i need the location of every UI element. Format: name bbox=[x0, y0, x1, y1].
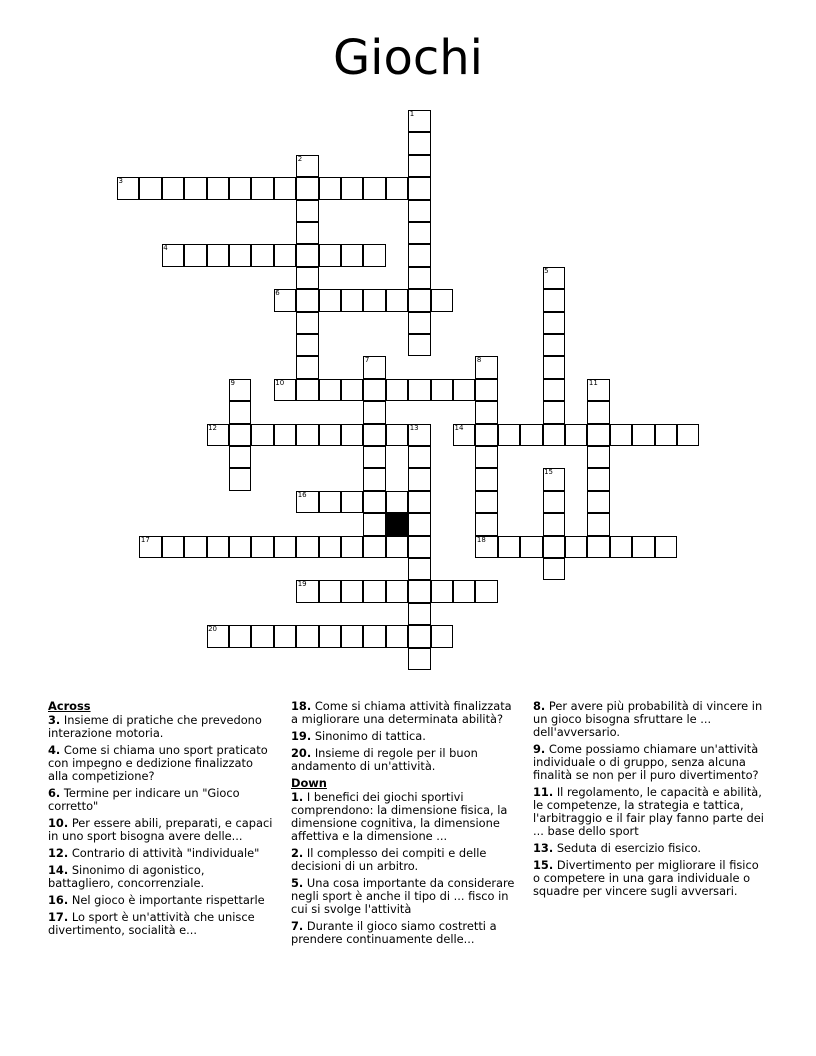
grid-cell[interactable] bbox=[408, 177, 430, 199]
clue-text: Durante il gioco siamo costretti a prendere continuamente delle... bbox=[291, 919, 497, 946]
grid-cell[interactable] bbox=[543, 312, 565, 334]
grid-cell[interactable] bbox=[408, 580, 430, 602]
grid-cell[interactable] bbox=[386, 536, 408, 558]
grid-cell[interactable] bbox=[543, 356, 565, 378]
grid-cell[interactable] bbox=[453, 379, 475, 401]
down-clue-list-continued bbox=[533, 700, 768, 898]
clue-number-5: 5 bbox=[544, 266, 549, 275]
clue-num: 18. bbox=[291, 699, 312, 713]
grid-cell[interactable] bbox=[296, 379, 318, 401]
grid-cell[interactable] bbox=[296, 536, 318, 558]
grid-cell[interactable] bbox=[498, 536, 520, 558]
grid-cell[interactable] bbox=[251, 536, 273, 558]
clue-num: 10. bbox=[48, 816, 69, 830]
grid-cell[interactable] bbox=[296, 334, 318, 356]
grid-cell[interactable] bbox=[229, 446, 251, 468]
grid-cell[interactable] bbox=[386, 424, 408, 446]
grid-cell[interactable] bbox=[319, 536, 341, 558]
grid-cell[interactable] bbox=[610, 424, 632, 446]
grid-cell[interactable] bbox=[319, 625, 341, 647]
grid-cell[interactable] bbox=[475, 446, 497, 468]
grid-cell[interactable] bbox=[363, 424, 385, 446]
grid-cell[interactable] bbox=[296, 267, 318, 289]
grid-cell[interactable] bbox=[408, 603, 430, 625]
clue-number-10: 10 bbox=[275, 378, 285, 387]
clue-num: 1. bbox=[291, 790, 304, 804]
grid-cell[interactable] bbox=[341, 424, 363, 446]
grid-cell[interactable] bbox=[408, 558, 430, 580]
down-clue-list bbox=[291, 791, 519, 946]
clue-item bbox=[533, 786, 768, 838]
grid-cell[interactable] bbox=[341, 491, 363, 513]
clue-number-2: 2 bbox=[297, 154, 303, 163]
grid-cell[interactable] bbox=[587, 446, 609, 468]
clue-item bbox=[291, 730, 519, 743]
grid-cell[interactable] bbox=[587, 491, 609, 513]
clue-num: 7. bbox=[291, 919, 304, 933]
clue-num: 5. bbox=[291, 876, 304, 890]
clue-number-18: 18 bbox=[476, 535, 486, 544]
clue-number-3: 3 bbox=[118, 177, 123, 186]
grid-cell[interactable] bbox=[408, 267, 430, 289]
grid-cell[interactable] bbox=[319, 379, 341, 401]
clue-number-9: 9 bbox=[230, 378, 235, 387]
grid-cell[interactable] bbox=[543, 289, 565, 311]
grid-cell[interactable] bbox=[296, 244, 318, 266]
clue-text: Termine per indicare un "Gioco corretto" bbox=[48, 786, 240, 813]
grid-cell[interactable] bbox=[408, 222, 430, 244]
grid-cell[interactable] bbox=[341, 289, 363, 311]
clue-number-7: 7 bbox=[364, 356, 370, 365]
clue-text: I benefici dei giochi sportivi comprendono: la dimensione fisica, la dimensione cognitiva, la dimensione affettiva e la dimensione ... bbox=[291, 790, 508, 843]
clue-item bbox=[291, 920, 519, 946]
clue-text: Per essere abili, preparati, e capaci in uno sport bisogna avere delle... bbox=[48, 816, 273, 843]
grid-cell[interactable] bbox=[296, 356, 318, 378]
grid-cell[interactable] bbox=[408, 625, 430, 647]
grid-cell[interactable] bbox=[296, 424, 318, 446]
grid-cell[interactable] bbox=[139, 177, 161, 199]
grid-cell[interactable] bbox=[274, 536, 296, 558]
grid-cell[interactable] bbox=[296, 222, 318, 244]
puzzle-title: Giochi bbox=[332, 30, 484, 86]
clue-item bbox=[48, 911, 273, 937]
clue-num: 12. bbox=[48, 846, 69, 860]
clue-number-4: 4 bbox=[163, 244, 168, 253]
grid-cell[interactable] bbox=[453, 580, 475, 602]
clue-item bbox=[48, 894, 273, 907]
grid-cell[interactable] bbox=[274, 625, 296, 647]
grid-cell[interactable] bbox=[520, 536, 542, 558]
grid-cell[interactable] bbox=[543, 513, 565, 535]
clue-text: Divertimento per migliorare il fisico o competere in una gara individuale o squadre per vincere sugli avversari. bbox=[533, 858, 759, 898]
grid-cell[interactable] bbox=[431, 625, 453, 647]
clue-item bbox=[48, 744, 273, 783]
grid-cell[interactable] bbox=[319, 244, 341, 266]
grid-cell[interactable] bbox=[587, 424, 609, 446]
grid-cell[interactable] bbox=[408, 648, 430, 670]
grid-cell[interactable] bbox=[162, 536, 184, 558]
grid-cell[interactable] bbox=[363, 289, 385, 311]
clue-text: Insieme di regole per il buon andamento di un'attività. bbox=[291, 746, 478, 773]
clue-item bbox=[533, 859, 768, 898]
grid-cell[interactable] bbox=[543, 536, 565, 558]
grid-cell[interactable] bbox=[319, 177, 341, 199]
grid-cell[interactable] bbox=[475, 513, 497, 535]
grid-cell[interactable] bbox=[408, 491, 430, 513]
grid-cell[interactable] bbox=[184, 536, 206, 558]
grid-cell[interactable] bbox=[229, 468, 251, 490]
grid-cell[interactable] bbox=[587, 513, 609, 535]
grid-cell[interactable] bbox=[587, 401, 609, 423]
clue-number-17: 17 bbox=[140, 535, 150, 544]
grid-cell[interactable] bbox=[565, 424, 587, 446]
grid-cell[interactable] bbox=[341, 379, 363, 401]
clue-num: 15. bbox=[533, 858, 554, 872]
grid-cell[interactable] bbox=[587, 468, 609, 490]
grid-cell[interactable] bbox=[408, 513, 430, 535]
grid-cell[interactable] bbox=[408, 468, 430, 490]
clue-text: Come possiamo chiamare un'attività individuale o di gruppo, senza alcuna finalità se non per il puro divertimento? bbox=[533, 742, 759, 782]
grid-cell[interactable] bbox=[319, 491, 341, 513]
clue-item bbox=[533, 842, 768, 855]
clue-text: Lo sport è un'attività che unisce divertimento, socialità e... bbox=[48, 910, 255, 937]
grid-cell[interactable] bbox=[677, 424, 699, 446]
grid-cell[interactable] bbox=[296, 312, 318, 334]
grid-cell[interactable] bbox=[207, 177, 229, 199]
clues-column-middle bbox=[291, 700, 519, 950]
grid-cell[interactable] bbox=[475, 424, 497, 446]
down-header: Down bbox=[291, 776, 327, 790]
grid-cell[interactable] bbox=[386, 580, 408, 602]
grid-cell[interactable] bbox=[251, 625, 273, 647]
grid-cell[interactable] bbox=[319, 424, 341, 446]
clue-item bbox=[533, 743, 768, 782]
clue-number-15: 15 bbox=[544, 468, 554, 477]
clue-text: Per avere più probabilità di vincere in un gioco bisogna sfruttare le ... dell'avversario. bbox=[533, 699, 763, 739]
grid-cell[interactable] bbox=[475, 491, 497, 513]
grid-cell[interactable] bbox=[184, 177, 206, 199]
clue-text: Sinonimo di tattica. bbox=[314, 729, 426, 743]
clue-num: 4. bbox=[48, 743, 61, 757]
grid-cell[interactable] bbox=[408, 132, 430, 154]
clue-text: Come si chiama uno sport praticato con impegno e dedizione finalizzato alla competizione? bbox=[48, 743, 268, 783]
grid-cell[interactable] bbox=[229, 625, 251, 647]
clue-number-20: 20 bbox=[208, 625, 218, 634]
clue-text: Come si chiama attività finalizzata a migliorare una determinata abilità? bbox=[291, 699, 512, 726]
grid-cell[interactable] bbox=[543, 491, 565, 513]
clue-text: Sinonimo di agonistico, battagliero, concorrenziale. bbox=[48, 863, 205, 890]
grid-cell[interactable] bbox=[431, 289, 453, 311]
clue-number-16: 16 bbox=[297, 490, 307, 499]
grid-cell[interactable] bbox=[296, 200, 318, 222]
clue-item bbox=[291, 747, 519, 773]
clue-num: 14. bbox=[48, 863, 69, 877]
clue-text: Nel gioco è importante rispettarle bbox=[71, 893, 265, 907]
grid-cell[interactable] bbox=[543, 401, 565, 423]
grid-cell[interactable] bbox=[386, 625, 408, 647]
grid-cell[interactable] bbox=[655, 536, 677, 558]
grid-cell[interactable] bbox=[341, 177, 363, 199]
grid-cell[interactable] bbox=[408, 312, 430, 334]
grid-cell[interactable] bbox=[363, 625, 385, 647]
grid-cell[interactable] bbox=[363, 536, 385, 558]
grid-cell[interactable] bbox=[207, 244, 229, 266]
grid-cell[interactable] bbox=[341, 580, 363, 602]
grid-cell[interactable] bbox=[543, 334, 565, 356]
grid-cell[interactable] bbox=[184, 244, 206, 266]
grid-cell[interactable] bbox=[431, 580, 453, 602]
grid-cell[interactable] bbox=[632, 424, 654, 446]
clue-num: 8. bbox=[533, 699, 546, 713]
grid-cell[interactable] bbox=[475, 379, 497, 401]
clue-num: 11. bbox=[533, 785, 554, 799]
grid-cell[interactable] bbox=[475, 401, 497, 423]
grid-cell[interactable] bbox=[386, 379, 408, 401]
grid-cell[interactable] bbox=[386, 491, 408, 513]
grid-block-cell bbox=[386, 513, 408, 535]
grid-cell[interactable] bbox=[319, 289, 341, 311]
clue-number-19: 19 bbox=[297, 580, 307, 589]
clue-text: Il regolamento, le capacità e abilità, le competenze, la strategia e tattica, l'arbitraggio e il fair play fanno parte dei ... base dello sport bbox=[533, 785, 764, 838]
grid-cell[interactable] bbox=[632, 536, 654, 558]
grid-cell[interactable] bbox=[274, 244, 296, 266]
clues-column-right bbox=[533, 700, 768, 902]
grid-cell[interactable] bbox=[543, 424, 565, 446]
grid-cell[interactable] bbox=[498, 424, 520, 446]
grid-cell[interactable] bbox=[408, 334, 430, 356]
grid-cell[interactable] bbox=[565, 536, 587, 558]
clue-text: Una cosa importante da considerare negli sport è anche il tipo di ... fisco in cui si svolge l'attività bbox=[291, 876, 515, 916]
clue-number-6: 6 bbox=[275, 289, 280, 298]
grid-cell[interactable] bbox=[431, 379, 453, 401]
grid-cell[interactable] bbox=[475, 468, 497, 490]
clue-item bbox=[291, 877, 519, 916]
grid-cell[interactable] bbox=[386, 289, 408, 311]
grid-cell[interactable] bbox=[341, 536, 363, 558]
grid-cell[interactable] bbox=[543, 558, 565, 580]
grid-cell[interactable] bbox=[251, 424, 273, 446]
grid-cell[interactable] bbox=[251, 177, 273, 199]
across-header: Across bbox=[48, 699, 91, 713]
grid-cell[interactable] bbox=[408, 200, 430, 222]
clue-text: Seduta di esercizio fisico. bbox=[556, 841, 702, 855]
clue-item bbox=[48, 714, 273, 740]
clue-item bbox=[291, 791, 519, 843]
grid-cell[interactable] bbox=[229, 401, 251, 423]
grid-cell[interactable] bbox=[587, 536, 609, 558]
clue-number-1: 1 bbox=[409, 110, 415, 118]
grid-cell[interactable] bbox=[655, 424, 677, 446]
clue-num: 13. bbox=[533, 841, 554, 855]
grid-cell[interactable] bbox=[229, 244, 251, 266]
grid-cell[interactable] bbox=[229, 424, 251, 446]
grid-cell[interactable] bbox=[363, 379, 385, 401]
clue-item bbox=[48, 787, 273, 813]
grid-cell[interactable] bbox=[274, 177, 296, 199]
clue-num: 20. bbox=[291, 746, 312, 760]
grid-cell[interactable] bbox=[229, 177, 251, 199]
grid-cell[interactable] bbox=[229, 536, 251, 558]
clue-item bbox=[48, 847, 273, 860]
grid-cell[interactable] bbox=[408, 289, 430, 311]
grid-cell[interactable] bbox=[520, 424, 542, 446]
grid-cell[interactable] bbox=[207, 536, 229, 558]
grid-cell[interactable] bbox=[363, 468, 385, 490]
grid-cell[interactable] bbox=[408, 244, 430, 266]
grid-cell[interactable] bbox=[363, 580, 385, 602]
clue-number-11: 11 bbox=[588, 378, 598, 387]
clue-item bbox=[533, 700, 768, 739]
clue-item bbox=[291, 847, 519, 873]
grid-cell[interactable] bbox=[341, 244, 363, 266]
grid-cell[interactable] bbox=[408, 155, 430, 177]
clue-num: 16. bbox=[48, 893, 69, 907]
grid-cell[interactable] bbox=[363, 491, 385, 513]
grid-cell[interactable] bbox=[475, 580, 497, 602]
clue-num: 3. bbox=[48, 713, 61, 727]
clue-text: Il complesso dei compiti e delle decisioni di un arbitro. bbox=[291, 846, 487, 873]
across-clues-column bbox=[48, 700, 273, 941]
grid-cell[interactable] bbox=[319, 580, 341, 602]
grid-cell[interactable] bbox=[296, 177, 318, 199]
grid-cell[interactable] bbox=[363, 177, 385, 199]
grid-cell[interactable] bbox=[363, 513, 385, 535]
clue-item bbox=[48, 817, 273, 843]
clue-text: Contrario di attività "individuale" bbox=[71, 846, 260, 860]
grid-cell[interactable] bbox=[363, 401, 385, 423]
clue-number-8: 8 bbox=[476, 356, 482, 365]
clue-num: 6. bbox=[48, 786, 61, 800]
grid-cell[interactable] bbox=[341, 625, 363, 647]
grid-cell[interactable] bbox=[274, 424, 296, 446]
grid-cell[interactable] bbox=[408, 446, 430, 468]
grid-cell[interactable] bbox=[296, 289, 318, 311]
across-clue-list bbox=[48, 714, 273, 937]
clue-num: 2. bbox=[291, 846, 304, 860]
clue-number-14: 14 bbox=[454, 423, 464, 432]
grid-cell[interactable] bbox=[251, 244, 273, 266]
clue-number-13: 13 bbox=[409, 423, 419, 432]
grid-cell[interactable] bbox=[363, 244, 385, 266]
across-clue-list-continued bbox=[291, 700, 519, 773]
clue-num: 19. bbox=[291, 729, 312, 743]
grid-cell[interactable] bbox=[408, 379, 430, 401]
clue-text: Insieme di pratiche che prevedono interazione motoria. bbox=[48, 713, 262, 740]
clue-number-12: 12 bbox=[208, 423, 218, 432]
grid-cell[interactable] bbox=[162, 177, 184, 199]
clue-num: 9. bbox=[533, 742, 546, 756]
grid-cell[interactable] bbox=[363, 446, 385, 468]
clue-num: 17. bbox=[48, 910, 69, 924]
grid-cell[interactable] bbox=[408, 536, 430, 558]
clue-item bbox=[48, 864, 273, 890]
clue-item bbox=[291, 700, 519, 726]
grid-cell[interactable] bbox=[296, 625, 318, 647]
grid-cell[interactable] bbox=[543, 379, 565, 401]
grid-cell[interactable] bbox=[386, 177, 408, 199]
grid-cell[interactable] bbox=[610, 536, 632, 558]
